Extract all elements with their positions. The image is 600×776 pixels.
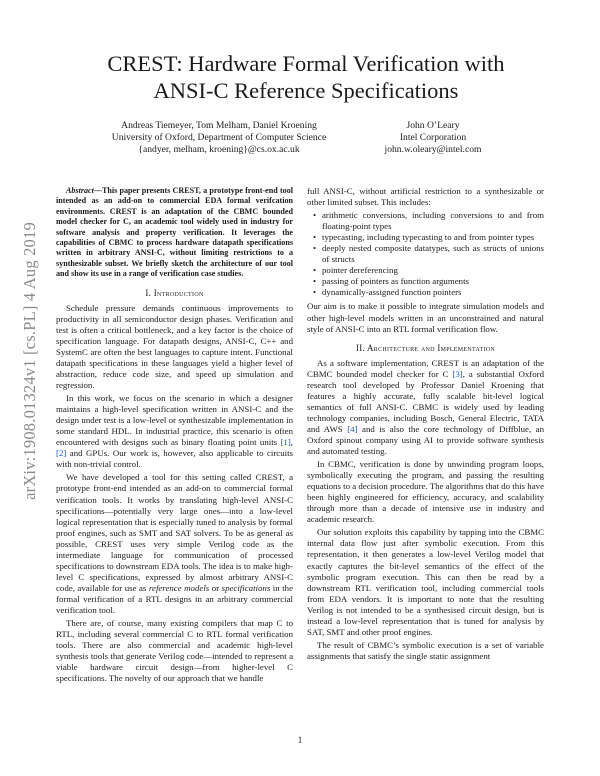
intro-paragraph-2 xyxy=(56,393,293,470)
arch-paragraph-1 xyxy=(307,358,544,457)
feature-list xyxy=(307,210,544,298)
list-item: • arithmetic conversions, including conversions to and from floating-point types xyxy=(322,210,544,232)
abstract-label: Abstract xyxy=(66,186,94,195)
list-item: • pointer dereferencing xyxy=(322,265,544,276)
emphasis-reference-models: reference models xyxy=(148,582,210,593)
citation-link-1[interactable]: [1] xyxy=(280,437,291,448)
intro-paragraph-3 xyxy=(56,472,293,616)
author-block-intel xyxy=(360,120,506,157)
text-run: , xyxy=(290,437,293,448)
paper-title xyxy=(60,50,552,104)
text-run: As a software implementation, CREST is an adaptation of the CBMC bounded model checker for C xyxy=(307,357,544,379)
text-run: We have developed a tool for this setting called CREST, a prototype front-end intended as an add-on to commercial formal verification tools. It works by translating high-level ANSI-C specifications—potentially very large ones—into a low-level logical representation that is especially tuned to analysis by formal proof engines, such as SMT and SAT solvers. To be as general as possible, CREST uses very simple Verilog code as the intermediate language for communication of processed specifications to downstream EDA tools. The idea is to make high-level C specifications, expressed by almost arbitrary ANSI-C code, available for use as xyxy=(56,472,293,593)
aim-paragraph: Our aim is to make it possible to integrate simulation models and other high-level models written in an unconstrained and natural style of ANSI-C into an RTL formal verification flow. xyxy=(307,301,544,334)
author-block-oxford xyxy=(96,120,342,157)
section-heading-architecture: II. Architecture and Implementation xyxy=(355,342,495,353)
list-item: • passing of pointers as function arguments xyxy=(322,276,544,287)
citation-link-3[interactable]: [3] xyxy=(452,368,463,379)
left-column xyxy=(56,186,293,686)
abstract xyxy=(56,186,293,280)
text-run: and GPUs. Our work is, however, also applicable to circuits with non-trivial control. xyxy=(56,448,293,470)
text-run: In this work, we focus on the scenario in which a designer maintains a high-level specification written in ANSI-C and the design under test is a low-level or synthesizable implementation in some standard HDL. In industrial practice, this scenario is often encountered with designs such as binary floating point units xyxy=(56,393,293,448)
author-email: john.w.oleary@intel.com xyxy=(384,144,482,156)
author-email: {andyer, melham, kroening}@cs.ox.ac.uk xyxy=(138,144,300,156)
author-affiliation: University of Oxford, Department of Computer Science xyxy=(111,132,327,144)
right-column xyxy=(307,186,544,664)
arxiv-stamp-text: arXiv:1908.01324v1 [cs.PL] 4 Aug 2019 xyxy=(20,222,40,500)
text-run: in the formal verification of a RTL designs in an arbitrary commercial verification tool. xyxy=(56,582,294,615)
arxiv-stamp xyxy=(20,196,40,526)
list-item: • dynamically-assigned function pointers xyxy=(322,287,544,298)
section-heading-introduction: I. Introduction xyxy=(145,287,204,298)
intro-continuation: full ANSI-C, without artificial restriction to a synthesizable or other limited subset. This includes: xyxy=(307,186,544,208)
citation-link-4[interactable]: [4] xyxy=(347,423,358,434)
author-names: Andreas Tiemeyer, Tom Melham, Daniel Kroening xyxy=(121,120,317,131)
emphasis-specifications: specifications xyxy=(221,582,271,593)
title-line-1: CREST: Hardware Formal Verification with xyxy=(107,51,505,76)
arch-paragraph-3: Our solution exploits this capability by tapping into the CBMC internal data flow just after symbolic execution. From this representation, it then generates a low-level Verilog model that exactly captures the bit-level semantics of the effect of the symbolic program execution. This can then be read by a downstream RTL verification tool, including commercial tools from EDA vendors. It is important to note that the resulting Verilog is not intended to be a synthesised circuit design, but is instead a low-level representation that is tuned for analysis by SAT, SMT and other proof engines. xyxy=(307,527,544,637)
citation-link-2[interactable]: [2] xyxy=(56,448,67,459)
intro-paragraph-4: There are, of course, many existing compilers that map C to RTL, including several commercial C to RTL formal verification tools. There are also commercial and academic high-level synthesis tools that generate Verilog code—intended to represent a viable hardware circuit design—from higher-level C specifications. The novelty of our approach that we handle xyxy=(56,618,293,684)
author-names: John O’Leary xyxy=(406,120,460,131)
text-run: and is also the core technology of Diffblue, an Oxford spinout company using AI to provide software synthesis and automated testing. xyxy=(307,423,544,457)
arch-paragraph-4: The result of CBMC’s symbolic execution is a set of variable assignments that satisfy the single static assignment xyxy=(307,639,544,661)
page-number: 1 xyxy=(297,735,303,745)
list-item: • deeply nested composite datatypes, such as structs of unions of structs xyxy=(322,243,544,265)
text-run: or xyxy=(209,582,222,593)
abstract-text: —This paper presents CREST, a prototype front-end tool intended as an add-on to commercial EDA formal verifcation environments. CREST is an adaptation of the CBMC bounded model checker for C, an academic tool widely used in industry for software analysis and property verification. It leverages the capabilities of CBMC to process hardware datapath specifications written in arbitrary ANSI-C, without limiting restrictions to a synthesizable subset. We briefly sketch the architecture of our tool and show its use in a range of verification case studies. xyxy=(56,186,293,279)
list-item: • typecasting, including typecasting to and from pointer types xyxy=(322,232,544,243)
title-line-2: ANSI-C Reference Specifications xyxy=(153,78,459,103)
arch-paragraph-2: In CBMC, verification is done by unwinding program loops, symbolically executing the program, and passing the resulting equations to a decision procedure. The algorithms that do this have been highly engineered for efficiency, accuracy, and scalability through more than a decade of intensive use in industry and academic research. xyxy=(307,459,544,525)
author-affiliation: Intel Corporation xyxy=(399,132,467,144)
text-run: , a substantial Oxford research tool developed by Professor Daniel Kroening that features a highly accurate, fully scalable bit-level logical semantics of full ANSI-C. CBMC is widely used by leading technology companies, including Bosch, General Electric, TATA and AWS xyxy=(307,368,544,434)
intro-paragraph-1: Schedule pressure demands continuous improvements to productivity in all semiconductor design phases. Verification and test is often a critical bottleneck, and a key factor is the choice of specification language. For datapath designs, ANSI-C, C++ and SystemC are often the best languages to capture intent. Functional datapath specifications in these languages yield a higher level of abstraction, reduce code size, and speed up simulation and regression. xyxy=(56,302,293,391)
